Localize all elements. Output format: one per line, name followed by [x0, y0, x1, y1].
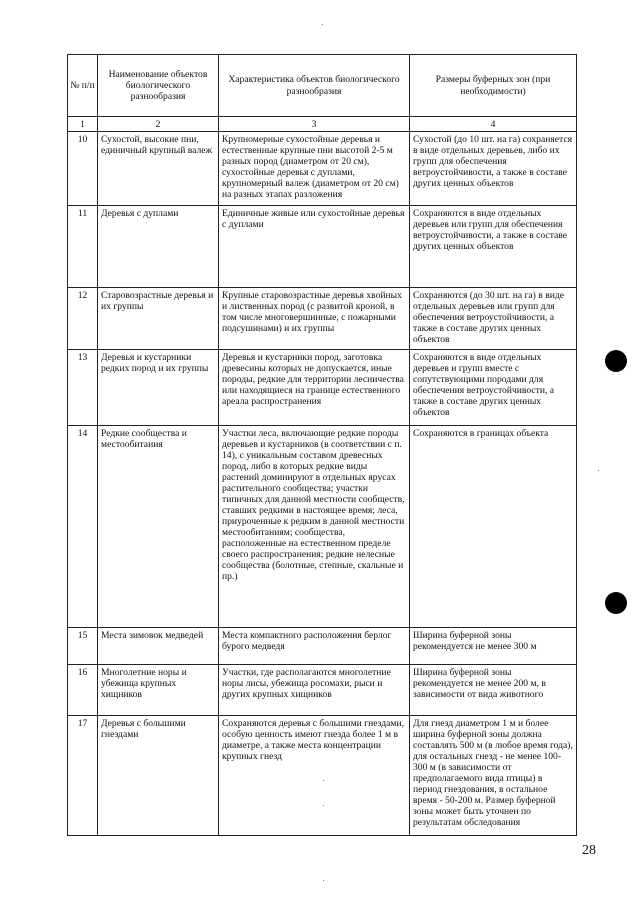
row-num: 16: [68, 665, 98, 716]
table-row: [68, 350, 577, 426]
row-name: Места зимовок медведей: [98, 628, 219, 665]
row-characteristic: Участки леса, включающие редкие породы деревьев и кустарников (в соответствии с п. 14), с уникальным составом древесных пород, либо в которых редкие виды растений доминируют в отдельных ярусах растительного сообщества; участки типичных для данной местности сообществ, ставших редкими в настоящее время; леса, приуроченные к редким в данной местности местообитаниям; сообщества, расположенные на естественном пределе своего распространения; редкие нелесные сообщества (болотные, степные, скальные и пр.): [219, 426, 410, 628]
punch-hole: [605, 592, 627, 614]
row-name: Многолетние норы и убежища крупных хищников: [98, 665, 219, 716]
biodiversity-table: [67, 54, 577, 836]
column-index: 3: [219, 117, 410, 132]
scan-speck: [323, 780, 324, 781]
header-name: Наименование объектов биологического разнообразия: [98, 55, 219, 117]
row-buffer: Сухостой (до 10 шт. на га) сохраняется в виде отдельных деревьев, либо их групп для обеспечения ветроустойчивости, а также в составе других ценных объектов: [410, 132, 577, 206]
table-row: [68, 716, 577, 836]
page-number: 28: [582, 843, 596, 858]
header-buffer: Размеры буферных зон (при необходимости): [410, 55, 577, 117]
table-row: [68, 426, 577, 628]
column-index: 1: [68, 117, 98, 132]
column-index: 2: [98, 117, 219, 132]
row-buffer: Ширина буферной зоны рекомендуется не менее 200 м, в зависимости от вида животного: [410, 665, 577, 716]
scan-speck: [322, 24, 323, 25]
row-buffer: Сохраняются (до 30 шт. на га) в виде отдельных деревьев или групп для обеспечения ветроустойчивости, а также в составе других ценных объектов: [410, 288, 577, 350]
row-num: 10: [68, 132, 98, 206]
row-buffer: Сохраняются в виде отдельных деревьев и групп вместе с сопутствующими породами для обеспечения ветроустойчивости, а также в составе других ценных объектов: [410, 350, 577, 426]
row-buffer: Ширина буферной зоны рекомендуется не менее 300 м: [410, 628, 577, 665]
row-num: 17: [68, 716, 98, 836]
row-name: Деревья и кустарники редких пород и их группы: [98, 350, 219, 426]
table-row: [68, 132, 577, 206]
row-num: 11: [68, 206, 98, 288]
row-name: Старовозрастные деревья и их группы: [98, 288, 219, 350]
row-num: 12: [68, 288, 98, 350]
row-name: Сухостой, высокие пни, единичный крупный валеж: [98, 132, 219, 206]
row-characteristic: Сохраняются деревья с большими гнездами, особую ценность имеют гнезда более 1 м в диаметре, а также места концентрации крупных гнезд: [219, 716, 410, 836]
punch-hole: [605, 350, 627, 372]
table-row: [68, 665, 577, 716]
table-row: [68, 206, 577, 288]
scan-speck: [598, 470, 599, 471]
row-name: Редкие сообщества и местообитания: [98, 426, 219, 628]
row-name: Деревья с большими гнездами: [98, 716, 219, 836]
row-name: Деревья с дуплами: [98, 206, 219, 288]
table-header-row: [68, 55, 577, 117]
row-buffer: Для гнезд диаметром 1 м и более ширина буферной зоны должна составлять 500 м (в любое время года), для остальных гнезд - не менее 100-300 м (в зависимости от предполагаемого вида птицы) в период гнездования, в остальное время - 50-200 м. Размер буферной зоны может быть уточнен по результатам обследования: [410, 716, 577, 836]
row-characteristic: Участки, где располагаются многолетние норы лисы, убежища росомахи, рыси и других крупных хищников: [219, 665, 410, 716]
row-buffer: Сохраняются в границах объекта: [410, 426, 577, 628]
row-characteristic: Деревья и кустарники пород, заготовка древесины которых не допускается, иные породы, редкие для территории лесничества или находящиеся на границе естественного ареала распространения: [219, 350, 410, 426]
row-num: 13: [68, 350, 98, 426]
row-characteristic: Места компактного расположения берлог бурого медведя: [219, 628, 410, 665]
column-index-row: [68, 117, 577, 132]
scan-speck: [323, 880, 324, 881]
row-characteristic: Единичные живые или сухостойные деревья с дуплами: [219, 206, 410, 288]
row-buffer: Сохраняются в виде отдельных деревьев или групп для обеспечения ветроустойчивости, а также в составе других ценных объектов: [410, 206, 577, 288]
row-num: 14: [68, 426, 98, 628]
row-characteristic: Крупномерные сухостойные деревья и естественные крупные пни высотой 2-5 м разных пород (диаметром от 20 см), сухостойные деревья с дуплами, крупномерный валеж (диаметром от 20 см) на разных этапах разложения: [219, 132, 410, 206]
scan-speck: [323, 805, 324, 806]
table-row: [68, 628, 577, 665]
column-index: 4: [410, 117, 577, 132]
table-row: [68, 288, 577, 350]
row-characteristic: Крупные старовозрастные деревья хвойных и лиственных пород (с развитой кроной, в том числе многовершинные, с пожарными подсушинами) и их группы: [219, 288, 410, 350]
header-characteristic: Характеристика объектов биологического разнообразия: [219, 55, 410, 117]
row-num: 15: [68, 628, 98, 665]
header-num: № п/п: [68, 55, 98, 117]
